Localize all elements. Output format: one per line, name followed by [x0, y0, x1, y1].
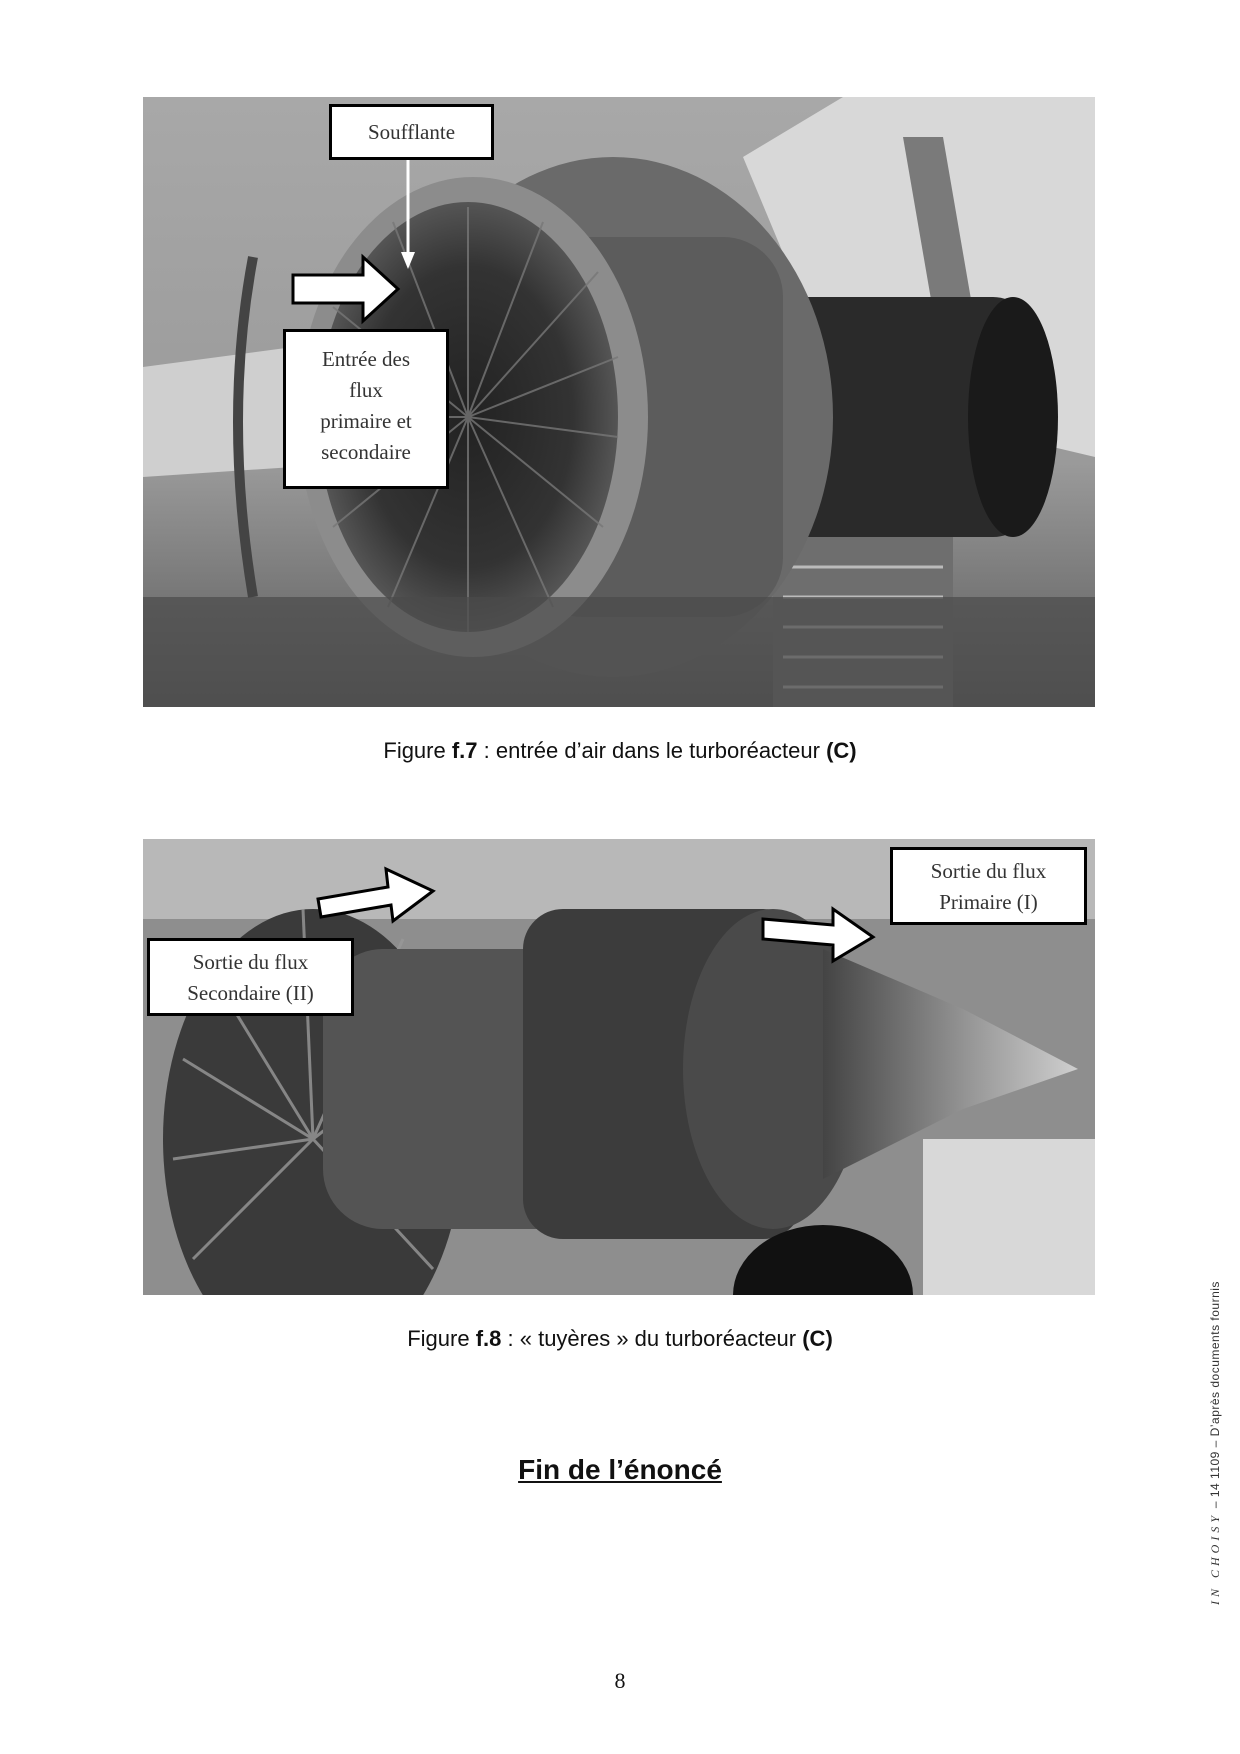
side-note-brand: IN CHOISY [1208, 1511, 1222, 1605]
soufflante-label: Soufflante [329, 104, 494, 160]
sortie-flux-primaire-label: Sortie du flux Primaire (I) [890, 847, 1087, 925]
side-note [1208, 1281, 1223, 1605]
side-note-text: – 14 1109 – D’après documents fournis [1208, 1281, 1222, 1512]
sortie-flux-secondaire-label: Sortie du flux Secondaire (II) [147, 938, 354, 1016]
figure-f8-photo [143, 839, 1095, 1295]
end-title: Fin de l’énoncé [518, 1454, 722, 1485]
figure-f7-caption: Figure f.7 : entrée d’air dans le turboréacteur (C) [383, 738, 857, 763]
entree-flux-label: Entrée des flux primaire et secondaire [283, 329, 449, 489]
figure-f8-caption: Figure f.8 : « tuyères » du turboréacteur (C) [407, 1326, 833, 1351]
page-number: 8 [614, 1668, 626, 1693]
figure-f7-photo [143, 97, 1095, 707]
